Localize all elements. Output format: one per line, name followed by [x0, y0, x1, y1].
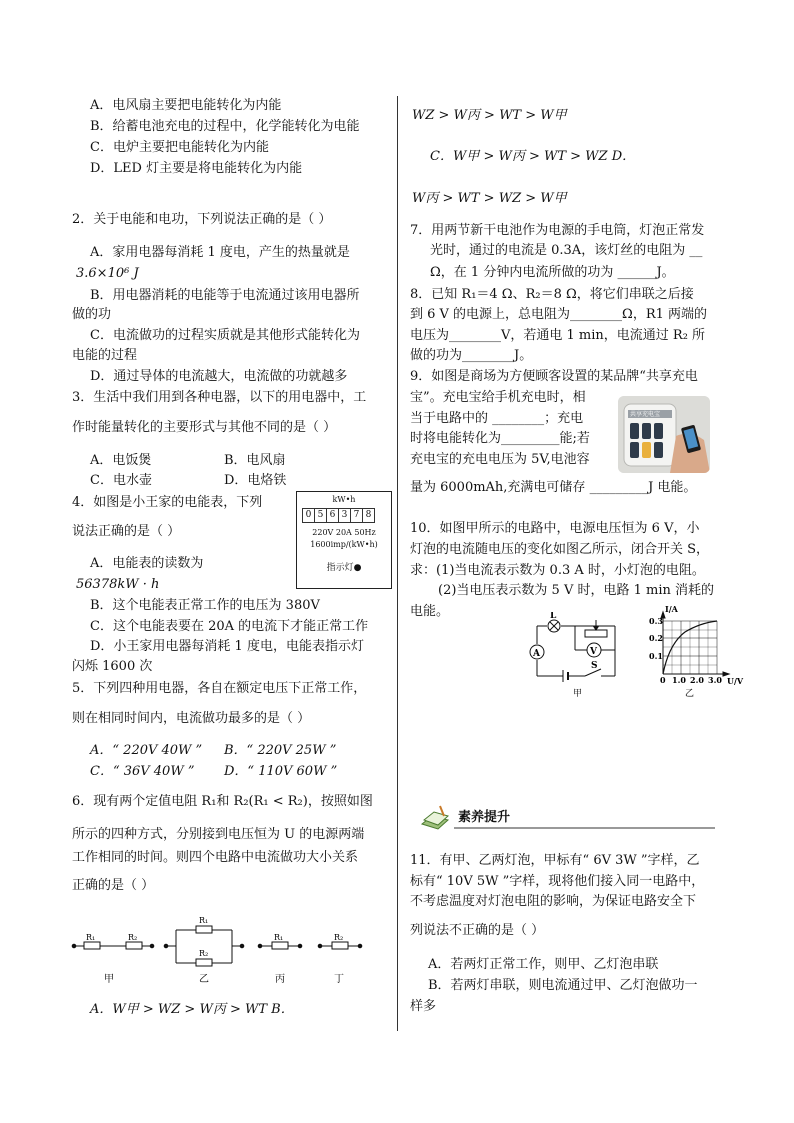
q5-option-a: A．“ 220V 40W ” [90, 743, 203, 758]
q10-line-4: (2)当电压表示数为 5 V 时，电路 1 min 消耗的 [438, 583, 714, 598]
q3-option-b: B．电风扇 [224, 453, 286, 468]
q4-stem-cont: 说法正确的是（ ） [72, 524, 181, 539]
q3-option-a: A．电饭煲 [90, 453, 152, 468]
q7-line-1: 7．用两节新干电池作为电源的手电筒，灯泡正常发 [410, 223, 705, 238]
q10-circuit-figure [525, 612, 635, 700]
meter-spec-2: 1600imp/(kW•h) [310, 540, 378, 549]
graph-grid [661, 612, 729, 676]
q1-option-d: D．LED 灯主要是将电能转化为内能 [90, 161, 303, 176]
q2-option-b-cont: 做的功 [72, 307, 112, 322]
q6-option-a: A．W甲 > WZ > W丙 > WT B． [90, 1002, 294, 1017]
label-r1: R₁ [274, 933, 284, 942]
voltmeter-label: V [590, 647, 597, 657]
q11-option-a: A．若两灯正常工作，则甲、乙灯泡串联 [428, 957, 659, 972]
circuit-yi [164, 926, 244, 966]
q3-stem-cont: 作时能量转化的主要形式与其他不同的是（ ） [72, 420, 337, 435]
q11-line-2: 标有“ 10V 5W ”字样，现将他们接入同一电路中， [410, 874, 705, 889]
label-jia: 甲 [104, 974, 114, 985]
q2-option-a: A．家用电器每消耗 1 度电，产生的热量就是 [90, 245, 350, 260]
q1-option-a: A．电风扇主要把电能转化为内能 [90, 98, 282, 113]
meter-digits [302, 508, 374, 523]
q2-option-d: D．通过导体的电流越大，电流做的功就越多 [90, 369, 348, 384]
q4-option-d: D．小王家用电器每消耗 1 度电，电能表指示灯 [90, 639, 364, 654]
label-r1: R₁ [199, 916, 209, 925]
q2-option-c-cont: 电能的过程 [72, 348, 138, 363]
meter-digit: 7 [350, 508, 363, 523]
label-r2: R₂ [334, 933, 344, 942]
q6-option-d-value: W丙 > WT > WZ > W甲 [412, 191, 567, 206]
label-r1: R₁ [86, 933, 96, 942]
y-tick: 0.2 [649, 633, 663, 643]
circuit-caption: 甲 [573, 689, 583, 699]
meter-digit: 8 [362, 508, 375, 523]
graph-caption: 乙 [685, 689, 695, 699]
q9-line-3: 当于电路中的 ________；充电 [410, 411, 584, 426]
q8-line-2: 到 6 V 的电源上，总电阻为________Ω，R1 两端的 [410, 307, 708, 322]
q11-option-b: B．若两灯串联，则电流通过甲、乙灯泡做功一 [428, 978, 698, 993]
q10-line-2: 灯泡的电流随电压的变化如图乙所示，闭合开关 S， [410, 542, 710, 557]
x-tick: 1.0 [672, 675, 686, 685]
circuit-bing [258, 942, 302, 949]
q4-stem: 4．如图是小王家的电能表，下列 [72, 495, 263, 510]
banner-graphic [418, 802, 718, 832]
q3-stem: 3．生活中我们用到各种电器，以下的用电器中，工 [72, 390, 367, 405]
q6-stem: 6．现有两个定值电阻 R₁和 R₂(R₁ < R₂)，按照如图 [72, 794, 373, 809]
q6-option-b-value: WZ > W丙 > WT > W甲 [412, 108, 567, 123]
q7-line-2: 光时，通过的电流是 0.3A，该灯丝的电阻为 __ [430, 243, 703, 258]
q11-line-3: 不考虑温度对灯泡电阻的影响，为保证电路安全下 [410, 894, 697, 909]
photo-label: 共享充电宝 [630, 411, 661, 418]
q9-line-6: 量为 6000mAh,充满电可储存 _________J 电能。 [410, 480, 697, 495]
meter-indicator: 指示灯● [326, 563, 362, 573]
q1-option-b: B．给蓄电池充电的过程中，化学能转化为电能 [90, 119, 360, 134]
q3-option-d: D．电烙铁 [224, 473, 287, 488]
label-yi: 乙 [199, 974, 209, 985]
power-bank-photo [618, 396, 710, 473]
q3-option-c: C．电水壶 [90, 473, 152, 488]
q6-stem-cont-2: 工作相同的时间。则四个电路中电流做功大小关系 [72, 850, 359, 865]
q10-line-5: 电能。 [410, 604, 450, 619]
q4-option-d-cont: 闪烁 1600 次 [72, 659, 153, 674]
q9-line-4: 时将电能转化为_________能;若 [410, 431, 590, 446]
column-divider [397, 96, 398, 1031]
y-tick: 0.3 [649, 616, 663, 626]
ammeter-label: A [533, 649, 540, 659]
q1-option-c: C．电炉主要把电能转化为内能 [90, 140, 269, 155]
label-r2: R₂ [128, 933, 138, 942]
circuit-jia [72, 942, 154, 949]
meter-spec-1: 220V 20A 50Hz [312, 528, 376, 537]
q6-circuits-figure [70, 910, 370, 990]
q11-line-1: 11．有甲、乙两灯泡，甲标有“ 6V 3W ”字样，乙 [410, 853, 700, 868]
q10-line-3: 求：(1)当电流表示数为 0.3 A 时，小灯泡的电阻。 [410, 563, 705, 578]
q7-line-3: Ω，在 1 分钟内电流所做的功为 ______J。 [430, 265, 675, 280]
q4-option-a-value: 56378kW · h [76, 577, 160, 592]
q6-option-c: C．W甲 > W丙 > WT > WZ D． [430, 149, 636, 164]
q4-option-b: B．这个电能表正常工作的电压为 380V [90, 598, 320, 613]
circuit-ding [318, 942, 362, 949]
book-icon [422, 806, 448, 829]
q4-option-a: A．电能表的读数为 [90, 556, 204, 571]
graph-ylabel: I/A [665, 604, 678, 614]
x-tick: 0 [660, 675, 666, 685]
q9-line-5: 充电宝的充电电压为 5V,电池容 [410, 452, 590, 467]
q5-stem-cont: 则在相同时间内，电流做功最多的是（ ） [72, 711, 311, 726]
q8-line-4: 做的功为________J。 [410, 348, 533, 363]
meter-digit: 0 [302, 508, 315, 523]
label-r2: R₂ [199, 949, 209, 958]
electricity-meter-figure [296, 491, 392, 589]
q2-option-a-value: 3.6×10⁶ J [76, 266, 139, 281]
q2-option-b: B．用电器消耗的电能等于电流通过该用电器所 [90, 288, 360, 303]
switch-label: S [591, 661, 598, 671]
graph-xlabel: U/V [727, 676, 744, 686]
q5-option-d: D．“ 110V 60W ” [224, 764, 338, 779]
q5-option-b: B．“ 220V 25W ” [224, 743, 337, 758]
q6-stem-cont-3: 正确的是（ ） [72, 878, 155, 893]
banner-title: 素养提升 [458, 810, 511, 825]
meter-digit: 6 [326, 508, 339, 523]
label-bing: 丙 [275, 974, 285, 985]
meter-digit: 3 [338, 508, 351, 523]
q5-option-c: C．“ 36V 40W ” [90, 764, 195, 779]
power-bank-illustration [618, 396, 710, 473]
q10-iu-graph [645, 604, 745, 700]
q8-line-3: 电压为________V，若通电 1 min，电流通过 R₂ 所 [410, 328, 706, 343]
section-banner [418, 802, 718, 832]
q9-line-1: 9．如图是商场为方便顾客设置的某品牌“共享充电 [410, 369, 698, 384]
q10-line-1: 10．如图甲所示的电路中，电源电压恒为 6 V，小 [410, 521, 700, 536]
meter-digit: 5 [314, 508, 327, 523]
q11-option-b-cont: 样多 [410, 999, 437, 1014]
q4-option-c: C．这个电能表要在 20A 的电流下才能正常工作 [90, 619, 369, 634]
q2-option-c: C．电流做功的过程实质就是其他形式能转化为 [90, 328, 360, 343]
meter-unit: kW•h [332, 495, 356, 504]
q11-line-4: 列说法不正确的是（ ） [410, 923, 545, 938]
lamp-label: L [550, 612, 557, 621]
x-tick: 2.0 [690, 675, 704, 685]
q2-stem: 2．关于电能和电功，下列说法正确的是（ ） [72, 212, 332, 227]
label-ding: 丁 [334, 974, 344, 985]
lamp-symbol [548, 620, 560, 632]
x-tick: 3.0 [708, 675, 722, 685]
q8-line-1: 8．已知 R₁＝4 Ω、R₂＝8 Ω，将它们串联之后接 [410, 287, 694, 302]
q6-stem-cont-1: 所示的四种方式，分别接到电压恒为 U 的电源两端 [72, 827, 365, 842]
y-tick: 0.1 [649, 651, 663, 661]
q5-stem: 5．下列四种用电器，各自在额定电压下正常工作， [72, 681, 367, 696]
q9-line-2: 宝”。充电宝给手机充电时，相 [410, 390, 586, 405]
